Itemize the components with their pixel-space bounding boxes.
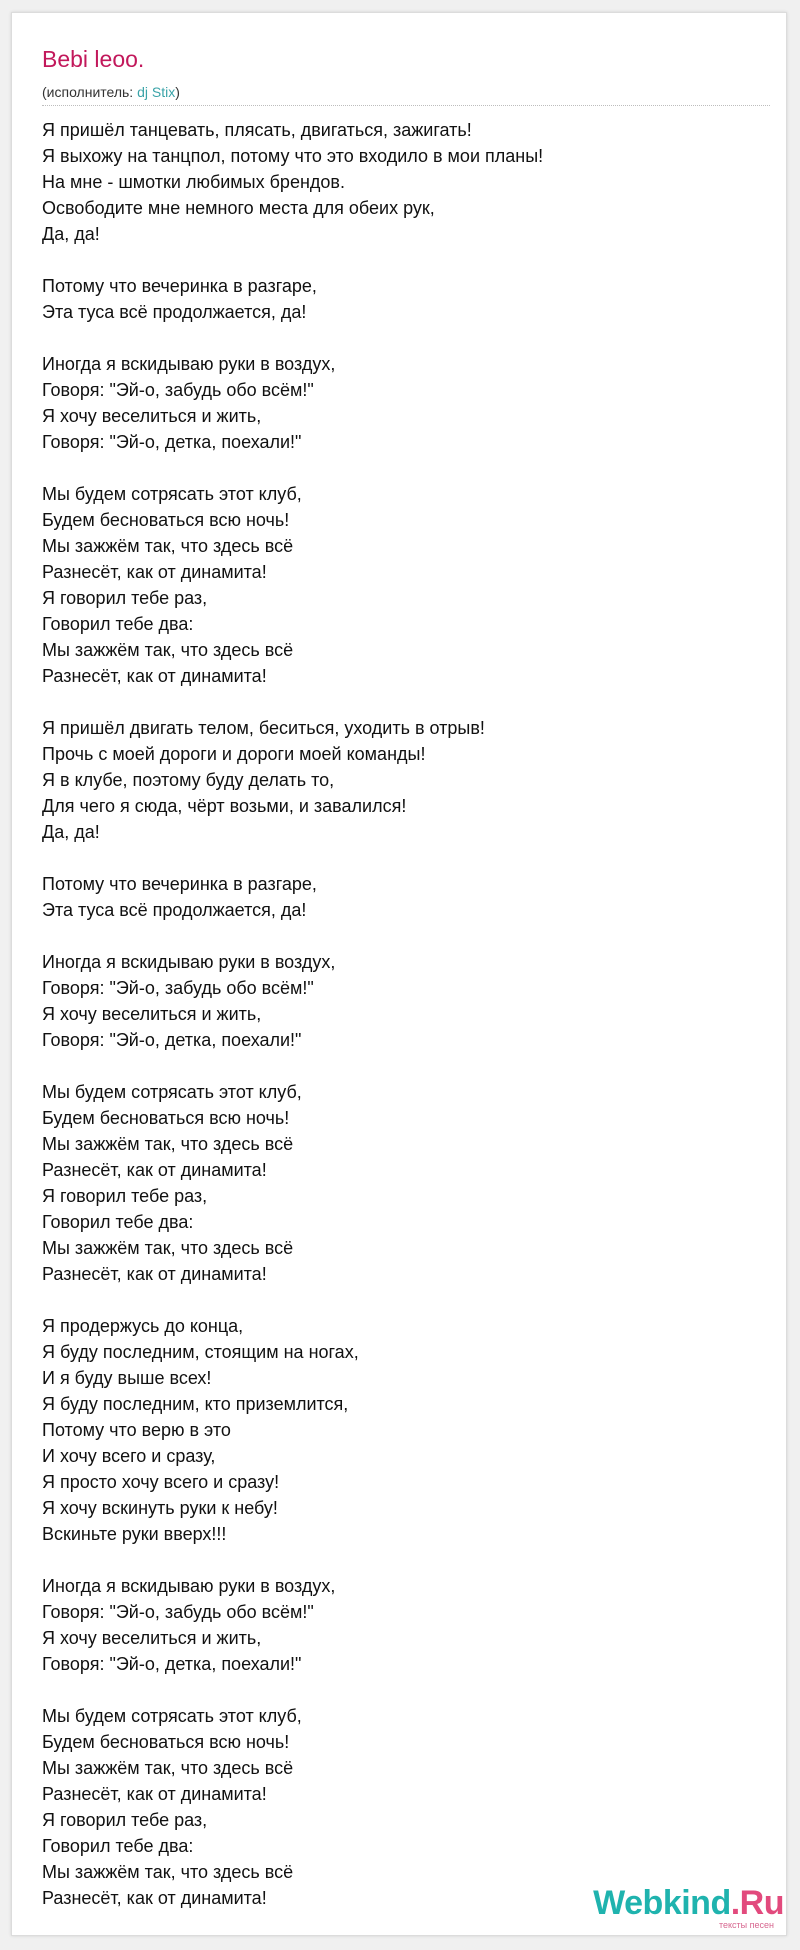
lyric-line: Мы будем сотрясать этот клуб, [42,484,302,504]
lyric-stanza [42,1079,772,1287]
artist-line [42,83,180,101]
lyric-line: Мы зажжём так, что здесь всё [42,1862,294,1882]
lyric-line: Будем бесноваться всю ночь! [42,1108,290,1128]
lyric-line: Говоря: "Эй-о, забудь обо всём!" [42,1602,314,1622]
lyric-line: Мы зажжём так, что здесь всё [42,536,294,556]
lyric-stanza [42,871,772,923]
lyric-stanza [42,1313,772,1547]
lyrics-card [11,12,787,1936]
lyric-line: Прочь с моей дороги и дороги моей команды! [42,744,426,764]
lyric-line: На мне - шмотки любимых брендов. [42,172,345,192]
lyric-stanza [42,481,772,689]
logo-tld: .Ru [730,1884,784,1922]
lyric-line: Я в клубе, поэтому буду делать то, [42,770,335,790]
lyric-line: Я буду последним, стоящим на ногах, [42,1342,359,1362]
lyric-stanza [42,273,772,325]
lyric-line: Я говорил тебе раз, [42,588,208,608]
lyric-line: Говорил тебе два: [42,614,194,634]
lyric-line: Мы зажжём так, что здесь всё [42,1238,294,1258]
logo-brand: Webkind [593,1884,731,1922]
lyric-line: Говорил тебе два: [42,1836,194,1856]
lyric-line: Потому что верю в это [42,1420,231,1440]
lyric-line: Я говорил тебе раз, [42,1810,208,1830]
lyric-line: Мы будем сотрясать этот клуб, [42,1082,302,1102]
lyric-line: Будем бесноваться всю ночь! [42,1732,290,1752]
lyric-line: Я просто хочу всего и сразу! [42,1472,280,1492]
lyric-line: Эта туса всё продолжается, да! [42,302,307,322]
lyric-line: Говоря: "Эй-о, детка, поехали!" [42,1030,302,1050]
lyric-line: Эта туса всё продолжается, да! [42,900,307,920]
lyric-line: Разнесёт, как от динамита! [42,562,267,582]
lyric-stanza [42,117,772,247]
lyric-line: Освободите мне немного места для обеих рук, [42,198,435,218]
lyric-stanza [42,351,772,455]
lyric-stanza [42,715,772,845]
site-logo[interactable] [584,1883,784,1933]
lyric-line: И хочу всего и сразу, [42,1446,216,1466]
lyric-line: Я хочу веселиться и жить, [42,1004,262,1024]
lyric-line: Говоря: "Эй-о, забудь обо всём!" [42,978,314,998]
lyric-line: Мы зажжём так, что здесь всё [42,640,294,660]
artist-link[interactable]: dj Stix [137,84,176,100]
lyric-line: Я хочу вскинуть руки к небу! [42,1498,278,1518]
lyric-line: Я пришёл двигать телом, беситься, уходить в отрыв! [42,718,485,738]
lyric-line: Говоря: "Эй-о, забудь обо всём!" [42,380,314,400]
lyric-line: Будем бесноваться всю ночь! [42,510,290,530]
lyric-line: Разнесёт, как от динамита! [42,1160,267,1180]
logo-tagline: тексты песен [718,1920,774,1930]
lyric-line: Для чего я сюда, чёрт возьми, и завалился! [42,796,407,816]
lyric-line: Я хочу веселиться и жить, [42,406,262,426]
lyric-line: Иногда я вскидываю руки в воздух, [42,952,336,972]
lyric-stanza [42,1573,772,1677]
title-divider [42,105,770,106]
lyric-line: Я буду последним, кто приземлится, [42,1394,349,1414]
lyric-line: Потому что вечеринка в разгаре, [42,276,317,296]
lyric-line: Я говорил тебе раз, [42,1186,208,1206]
lyric-line: Мы зажжём так, что здесь всё [42,1758,294,1778]
lyrics-body [42,117,772,1937]
lyric-line: Иногда я вскидываю руки в воздух, [42,354,336,374]
lyric-line: Разнесёт, как от динамита! [42,1888,267,1908]
lyric-line: Разнесёт, как от динамита! [42,1784,267,1804]
lyric-line: Я пришёл танцевать, плясать, двигаться, зажигать! [42,120,472,140]
lyric-line: Да, да! [42,224,100,244]
lyric-line: И я буду выше всех! [42,1368,212,1388]
artist-suffix: ) [175,84,180,100]
lyric-line: Говорил тебе два: [42,1212,194,1232]
lyric-line: Я продержусь до конца, [42,1316,244,1336]
lyric-line: Вскиньте руки вверх!!! [42,1524,227,1544]
lyric-line: Иногда я вскидываю руки в воздух, [42,1576,336,1596]
song-title: Bebi leoo. [42,46,145,72]
logo-wordmark [593,1883,784,1923]
lyric-line: Разнесёт, как от динамита! [42,666,267,686]
lyric-line: Я хочу веселиться и жить, [42,1628,262,1648]
lyric-line: Я выхожу на танцпол, потому что это входило в мои планы! [42,146,544,166]
lyric-line: Говоря: "Эй-о, детка, поехали!" [42,1654,302,1674]
lyric-stanza [42,949,772,1053]
lyric-line: Мы зажжём так, что здесь всё [42,1134,294,1154]
artist-prefix: (исполнитель: [42,84,138,100]
lyric-line: Потому что вечеринка в разгаре, [42,874,317,894]
lyric-line: Мы будем сотрясать этот клуб, [42,1706,302,1726]
lyric-stanza [42,1703,772,1911]
lyric-line: Да, да! [42,822,100,842]
lyric-line: Разнесёт, как от динамита! [42,1264,267,1284]
lyric-line: Говоря: "Эй-о, детка, поехали!" [42,432,302,452]
